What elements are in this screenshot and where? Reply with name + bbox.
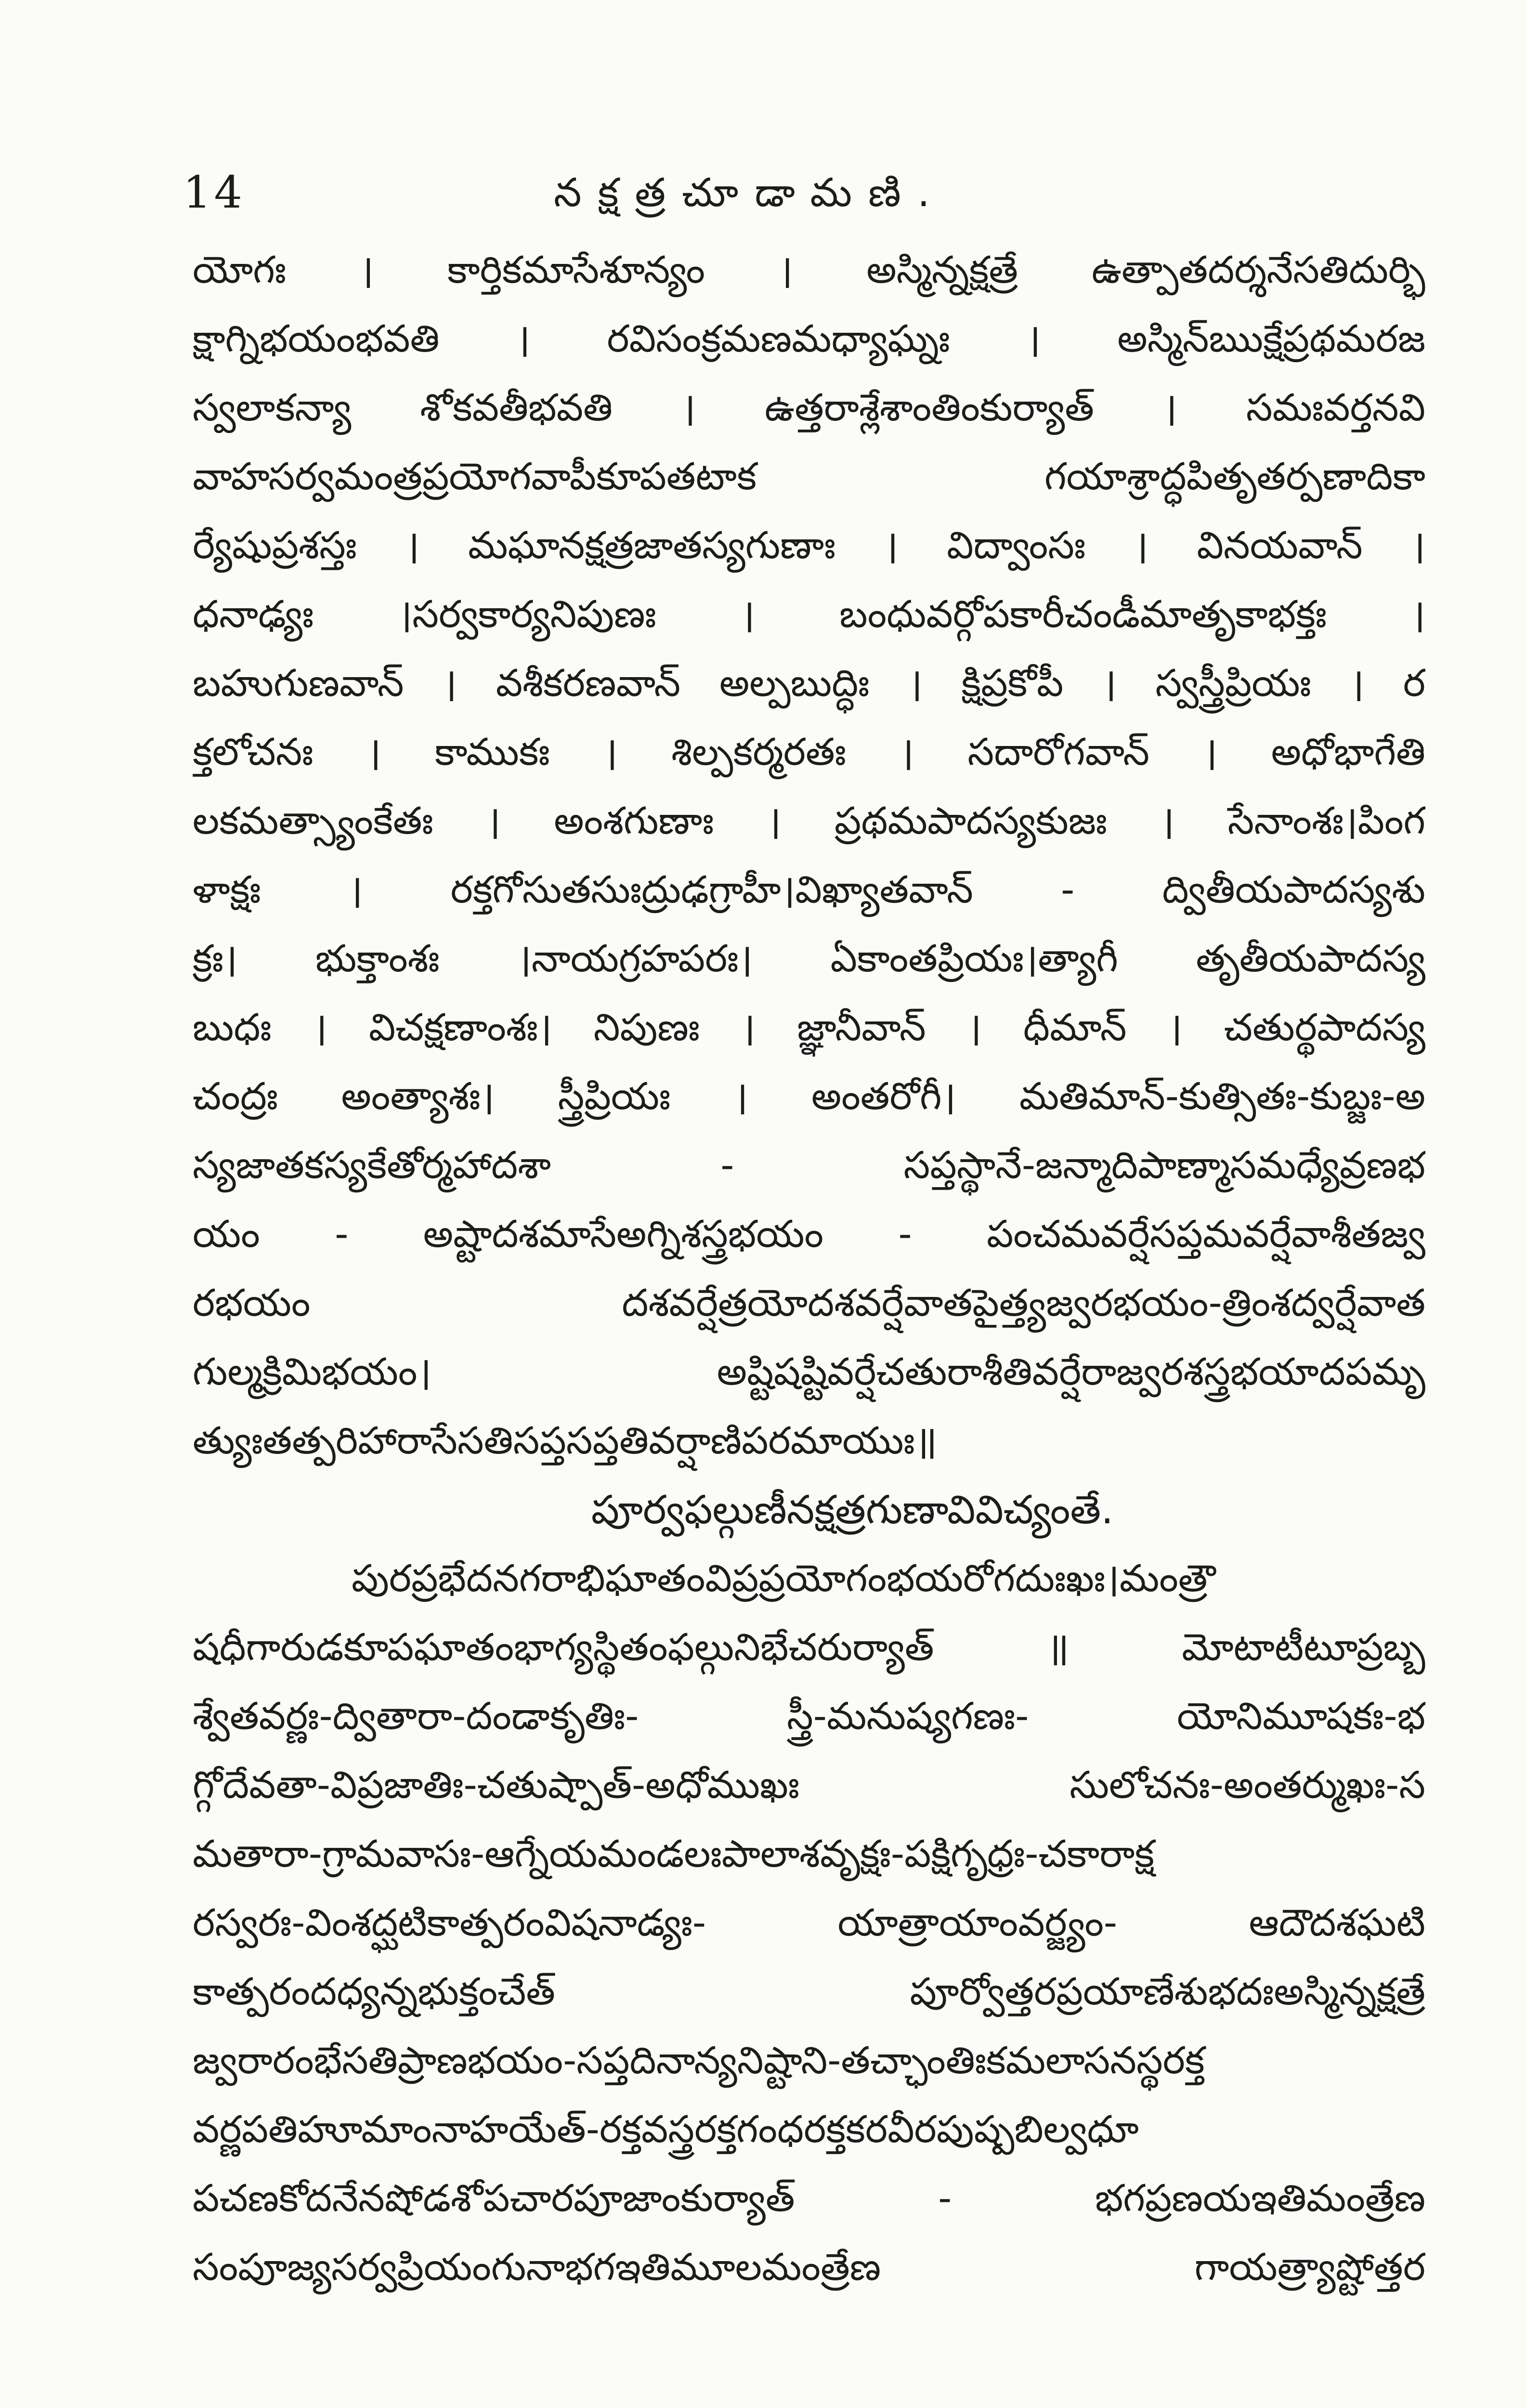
text-line: స్యజాతకస్యకేతోర్మహాదశా - సప్తస్థానే-జన్మాదిపాణ్మాసమధ్యేవ్రణభ xyxy=(193,1144,1425,1187)
text-line: పురప్రభేదనగరాభిఘాతంవిప్రప్రయోగంభయరోగదుఃఖః।మంత్రౌ xyxy=(352,1557,1216,1600)
text-line: పచణకోదనేనషోడశోపచారపూజాంకుర్యాత్ - భగప్రణయఇతిమంత్రేణ xyxy=(193,2177,1425,2220)
text-line: యం - అష్టాదశమాసేఅగ్నిశస్త్రభయం - పంచమవర్షేసప్తమవర్షేవాశీతజ్వ xyxy=(193,1213,1425,1256)
text-line: చంద్రః అంత్యాశః। స్త్రీప్రియః । అంతరోగీ। మతిమాన్-కుత్సితః-కుబ్జః-అ xyxy=(193,1075,1425,1118)
text-line: వాహసర్వమంత్రప్రయోగవాపీకూపతటాక గయాశ్రాద్ధపితృతర్పణాదికా xyxy=(193,455,1425,498)
text-line: రస్వరః-వింశద్ఘటికాత్పరంవిషనాడ్యః- యాత్రాయాంవర్జ్యం- ఆదౌదశఘటి xyxy=(193,1901,1425,1945)
text-line: షధీగారుడకూపఘాతంభాగ్యస్థితంఫల్గునిభేచరుర్యాత్ ॥ మోటాటీటూప్రబ్బ xyxy=(193,1626,1425,1669)
page-number: 14 xyxy=(183,167,246,218)
text-line: స్వలాకన్యా శోకవతీభవతి । ఉత్తరాశ్లేశాంతింకుర్యాత్ । సమఃవర్తనవి xyxy=(193,386,1425,430)
text-line: క్తలోచనః । కాముకః । శిల్పకర్మరతః । సదారోగవాన్ । అధోభాగేతి xyxy=(193,731,1425,774)
text-line: ర్యేషుప్రశస్తః । మఘానక్షత్రజాతస్యగుణాః । విద్వాంసః । వినయవాన్ । xyxy=(193,524,1425,567)
text-line: వర్ణపతిహూమాంనాహయేత్-రక్తవస్త్రరక్తగంధరక్తకరవీరపుష్పబిల్వధూ xyxy=(193,2108,1139,2151)
text-line: త్యుఃతత్పరిహారాసేసతిసప్తసప్తతివర్షాణిపరమాయుః॥ xyxy=(193,1419,938,1463)
text-line: క్రః। భుక్తాంశః ।నాయగ్రహపరః। ఏకాంతప్రియః।త్యాగీ తృతీయపాదస్య xyxy=(193,937,1425,981)
section-heading: పూర్వఫల్గుణీనక్షత్రగుణావివిచ్యంతే. xyxy=(591,1487,1114,1533)
text-line: లకమత్స్యాంకేతః । అంశగుణాః । ప్రథమపాదస్యకుజః । సేనాంశః।పింగ xyxy=(193,799,1425,843)
paragraph-purva-phalguni xyxy=(193,1544,1425,2302)
running-title: నక్షత్రచూడామణి. xyxy=(554,170,946,216)
text-line: రభయం దశవర్షేత్రయోదశవర్షేవాతపైత్త్యజ్వరభయం-త్రింశద్వర్షేవాత xyxy=(193,1282,1425,1325)
text-line: శ్వేతవర్ణః-ద్వితారా-దండాకృతిః- స్త్రీ-మనుష్యగణః- యోనిమూషకః-భ xyxy=(193,1695,1425,1738)
text-line: కాత్పరందధ్యన్నభుక్తంచేత్ పూర్వోత్తరప్రయాణేశుభదఃఅస్మిన్నక్షత్రే xyxy=(193,1970,1425,2014)
text-line: గ్గోదేవతా-విప్రజాతిః-చతుష్పాత్-అధోముఖః సులోచనః-అంతర్ముఖః-స xyxy=(193,1764,1425,1807)
body-text xyxy=(193,236,1425,2302)
page-header xyxy=(183,164,1416,222)
paragraph-magha xyxy=(193,236,1425,1476)
text-line: సంపూజ్యసర్వప్రియంగునాభగఇతిమూలమంత్రేణ గాయత్ర్యాష్టోత్తర xyxy=(193,2246,1425,2289)
text-line: బహుగుణవాన్ । వశీకరణవాన్ అల్పబుద్ధిః । క్షిప్రకోపీ । స్వస్త్రీప్రియః । ర xyxy=(193,662,1425,705)
text-line: యోగః । కార్తికమాసేశూన్యం । అస్మిన్నక్షత్రే ఉత్పాతదర్శనేసతిదుర్భి xyxy=(193,249,1425,292)
text-line: జ్వరారంభేసతిప్రాణభయం-సప్తదినాన్యనిష్టాని-తచ్ఛాంతిఃకమలాసనస్థరక్త xyxy=(193,2039,1205,2082)
text-line: మతారా-గ్రామవాసః-ఆగ్నేయమండలఃపాలాశవృక్షః-పక్షిగృధ్రః-చకారాక్ష xyxy=(193,1832,1155,1876)
text-line: ధనాఢ్యః ।సర్వకార్యనిపుణః । బంధువర్గోపకారీచండీమాతృకాభక్తః । xyxy=(193,593,1425,636)
text-line: క్షాగ్నిభయంభవతి । రవిసంక్రమణమధ్యాఘ్నః । అస్మిన్ఋక్షేప్రథమరజ xyxy=(193,317,1425,361)
text-line: గుల్మక్రిమిభయం। అష్టిషష్టివర్షేచతురాశీతివర్షేరాజ్వరశస్త్రభయాదపమృ xyxy=(193,1350,1425,1394)
text-line: బుధః । విచక్షణాంశః। నిపుణః । జ్ఞానీవాన్ । ధీమాన్ । చతుర్థపాదస్య xyxy=(193,1006,1425,1049)
text-line: ళాక్షః । రక్తగోసుతసుఃద్రుఢగ్రాహీ।విఖ్యాతవాన్ - ద్వితీయపాదస్యశు xyxy=(193,868,1425,912)
